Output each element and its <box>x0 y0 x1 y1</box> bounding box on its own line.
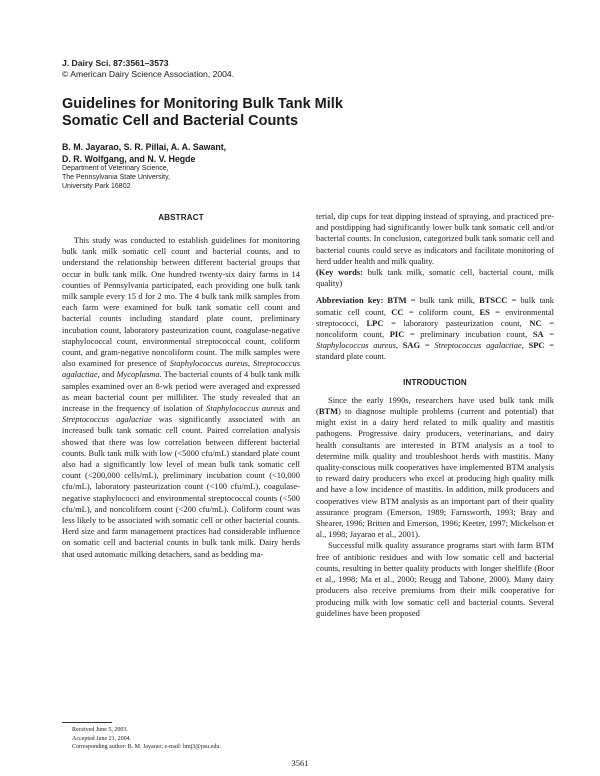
footnotes <box>62 726 300 752</box>
species-name: Staphylococcus aureus <box>169 358 248 369</box>
abbr-def: = preliminary incubation count, <box>404 329 533 340</box>
intro-segment: Since the early 1990s, researchers have used bulk tank milk ( <box>316 394 554 417</box>
abstract-segment: This study was conducted to establish guidelines for monitoring bulk tank milk somatic cell count and bacterial counts, and to understand the relationship between different bacterial groups that occur in bulk tank milk. One hundred twenty-six dairy farms in 14 counties of Pennsylvania participated, each providing one bulk tank milk sample every 15 d for 2 mo. The 4 bulk tank milk samples from each farm were examined for bulk tank somatic cell count and bacterial counts including standard plate count, preliminary incubation count, laboratory pasteurization count, coagulase-negative staphylococcal count, environmental streptococcal count, coliform count, and gram-negative noncoliform count. The milk samples were also examined for presence of <box>62 235 300 369</box>
abstract-segment: , and <box>97 369 117 380</box>
paper-title: Guidelines for Monitoring Bulk Tank Milk Somatic Cell and Bacterial Counts <box>62 96 343 129</box>
abbreviation-label: Abbreviation key: <box>316 295 384 306</box>
species-name: Streptococcus agalactiae <box>434 340 522 351</box>
abbr-term: BTM <box>387 295 407 306</box>
abbr-term: CC <box>391 306 404 317</box>
author-list <box>62 141 226 165</box>
abbr-term: SPC <box>528 340 545 351</box>
abstract-heading: ABSTRACT <box>158 213 204 222</box>
author-line: D. R. Wolfgang, and N. V. Hegde <box>62 154 196 164</box>
abbr-def: = bulk tank somatic cell count, <box>316 295 554 317</box>
abstract-continuation: terial, dip cups for teat dipping instead of spraying, and practiced pre- and postdipping had significantly lower bulk tank somatic cell and/or bacterial counts. In conclusion, categorized bulk tank somatic cell and bacterial counts could serve as indicators and facilitate monitoring of herd udder health and milk quality. <box>316 211 554 266</box>
intro-segment: ) to diagnose multiple problems (current and potential) that might exist in a dairy herd related to milk quality and mastitis pathogens. Progressive dairy producers, veterinarians, and dairy health consultants are interested in BTM analysis as a tool to determine milk quality and troubleshoot herds with mastitis. Many quality-conscious milk cooperatives have implemented BTM analysis to reward dairy producers who excel at producing high quality milk and have a low incidence of mastitis. In addition, milk producers and cooperatives view BTM analysis as an important part of their quality assurance program (Emerson, 1989; Farnsworth, 1993; Bray and Shearer, 1996; Britten and Emerson, 1996; Keeter, 1997; Mickelson et al., 1998; Jayarao et al., 2001). <box>316 406 554 540</box>
abbr-term: BTSCC <box>479 295 508 306</box>
introduction-paragraph <box>316 395 554 541</box>
species-name: Staphylococcus aureus <box>316 340 396 351</box>
intro-abbr: BTM <box>318 406 339 417</box>
affiliation-line: The Pennsylvania State University, <box>62 174 171 181</box>
journal-citation: J. Dairy Sci. 87:3561–3573 <box>62 58 169 68</box>
introduction-paragraph: Successful milk quality assurance programs start with farm BTM free of antibiotic residues and with low somatic cell and bacterial counts, resulting in better quality products with longer shelflife (Boor et al., 1998; Ma et al., 2000; Reugg and Tabone, 2000). Many dairy producers also receive premiums from their milk cooperative for producing milk with low somatic cell and bacterial counts. Several guidelines have been proposed <box>316 540 554 618</box>
abbr-term: NC <box>529 317 542 328</box>
abbr-def: = <box>420 340 435 351</box>
abbr-term: SAG <box>402 340 421 351</box>
abbr-def: = <box>543 329 554 340</box>
abbr-def: = standard plate count. <box>316 340 555 362</box>
affiliation-line: University Park 16802 <box>62 183 131 190</box>
keywords-text: bulk tank milk, somatic cell, bacterial count, milk quality) <box>316 267 554 289</box>
abstract-segment: , <box>247 358 253 369</box>
species-name: Mycoplasma <box>116 369 160 380</box>
received-date: Received June 5, 2003. <box>72 727 128 733</box>
abstract-segment: . The bacterial counts of 4 bulk tank milk samples examined over an 8-wk period were averaged and expressed as mean bacterial count per milliliter. The study revealed that an increase in the frequency of isolation of <box>62 369 301 414</box>
footnote-divider <box>62 722 112 723</box>
species-name: Staphylococcus aureus <box>206 403 285 414</box>
corresponding-author: Corresponding author: B. M. Jayarao; e-mail: bmj3@psu.edu. <box>72 744 221 750</box>
abbr-term: ES <box>479 306 490 317</box>
abbr-term: SA <box>532 329 544 340</box>
author-line: B. M. Jayarao, S. R. Pillai, A. A. Sawant, <box>62 142 227 152</box>
keywords-label: (Key words: <box>316 267 363 278</box>
affiliation <box>62 164 170 191</box>
introduction-heading: INTRODUCTION <box>403 377 467 387</box>
page-number: 3561 <box>291 758 309 768</box>
right-column <box>316 211 554 619</box>
abbreviation-key: Abbreviation key: BTM = bulk tank milk, BTSCC = bulk tank somatic cell count, CC = coliform count, ES = environmental streptococci, LPC = laboratory pasteurization count, NC = noncoliform count, PIC = preliminary incubation count, SA = Staphylococcus aureus, SAG = Streptococcus agalactiae, SPC = standard plate count. <box>316 295 555 362</box>
abbr-term: LPC <box>366 317 384 328</box>
abstract-segment: and <box>284 403 301 414</box>
affiliation-line: Department of Veterinary Science, <box>62 165 169 172</box>
abbr-def: = bulk tank milk, <box>406 295 480 306</box>
abstract-segment: was significantly associated with an increased bulk tank somatic cell count. Paired correlation analysis showed that there was low correlation between different bacterial counts. Bulk tank milk with low (<5000 cfu/mL) standard plate count also had a significantly low level of mean bulk tank somatic cell count (<200,000 cells/mL), preliminary incubation count (<10,000 cfu/mL), laboratory pasteurization count (<100 cfu/mL), coagulase-negative staphylococci and environmental streptococcal counts (<500 cfu/mL), and noncoliform count (<200 cfu/mL). Coliform count was less likely to be associated with somatic cell or other bacterial counts. Herd size and farm management practices had considerable influence on somatic cell and bacterial counts in bulk tank milk. Dairy herds that used automatic milking detachers, sand as bedding ma- <box>62 414 300 559</box>
abbr-def: = laboratory pasteurization count, <box>383 317 530 328</box>
accepted-date: Accepted June 21, 2004. <box>72 735 132 742</box>
species-name: Streptococcus agalactiae <box>62 358 300 380</box>
species-name: Streptococcus agalactiae <box>62 414 152 425</box>
abbr-def: = environmental streptococci, <box>316 306 554 328</box>
abbr-def: = noncoliform count, <box>316 317 554 340</box>
journal-copyright: © American Dairy Science Association, 2004. <box>62 69 235 79</box>
abbr-term: PIC <box>389 329 405 340</box>
abbr-def: = coliform count, <box>403 306 480 317</box>
abstract-text <box>62 235 300 560</box>
keywords <box>316 267 554 289</box>
journal-header <box>62 58 234 80</box>
